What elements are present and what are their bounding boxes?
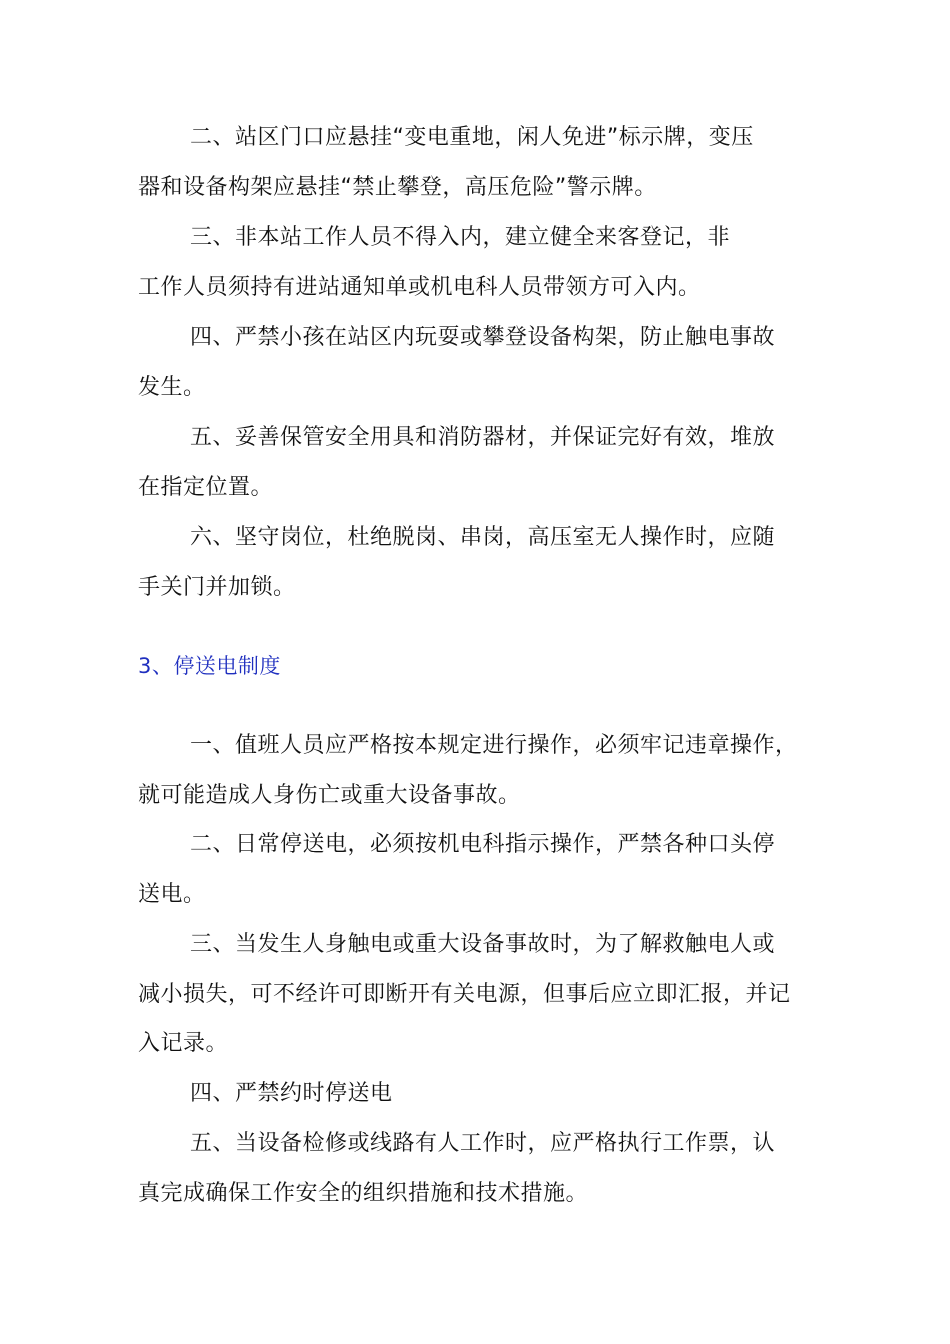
rule-6-line-2: 手关门并加锁。 [138,575,296,600]
power-rule-1-line-1: 一、值班人员应严格按本规定进行操作，必须牢记违章操作， [190,733,798,758]
power-rule-3-line-3: 入记录。 [138,1031,229,1056]
rule-4-line-1: 四、严禁小孩在站区内玩耍或攀登设备构架，防止触电事故 [190,325,776,350]
section-3-heading: 3、停送电制度 [138,654,281,678]
rule-6-line-1: 六、坚守岗位，杜绝脱岗、串岗，高压室无人操作时，应随 [190,525,776,550]
rule-5-line-2: 在指定位置。 [138,475,274,500]
power-rule-5-line-1: 五、当设备检修或线路有人工作时，应严格执行工作票，认 [190,1131,776,1156]
rule-4-line-2: 发生。 [138,375,206,400]
power-rule-2-line-2: 送电。 [138,882,206,907]
rule-3-line-2: 工作人员须持有进站通知单或机电科人员带领方可入内。 [138,275,701,300]
rule-5-line-1: 五、妥善保管安全用具和消防器材，并保证完好有效，堆放 [190,425,776,450]
power-rule-3-line-2: 减小损失，可不经许可即断开有关电源，但事后应立即汇报，并记 [138,982,791,1007]
rule-2-line-1: 二、站区门口应悬挂“变电重地，闲人免进”标示牌，变压 [190,125,754,150]
power-rule-1-line-2: 就可能造成人身伤亡或重大设备事故。 [138,783,521,808]
rule-2-line-2: 器和设备构架应悬挂“禁止攀登，高压危险”警示牌。 [138,175,657,200]
rule-3-line-1: 三、非本站工作人员不得入内，建立健全来客登记，非 [190,225,731,250]
power-rule-2-line-1: 二、日常停送电，必须按机电科指示操作，严禁各种口头停 [190,832,776,857]
power-rule-5-line-2: 真完成确保工作安全的组织措施和技术措施。 [138,1181,589,1206]
power-rule-4-line-1: 四、严禁约时停送电 [190,1081,393,1106]
power-rule-3-line-1: 三、当发生人身触电或重大设备事故时，为了解救触电人或 [190,932,776,957]
